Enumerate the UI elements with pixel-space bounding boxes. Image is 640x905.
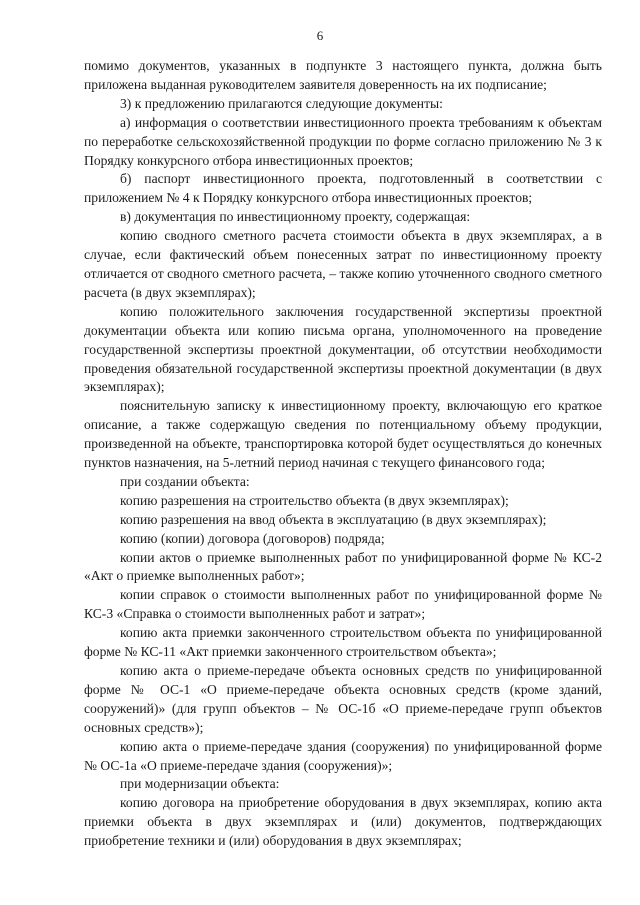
paragraph-os1: копию акта о приеме-передаче объекта основных средств по унифицированной форме № ОС-1 «О приеме-передаче объекта основных средств (кроме зданий, сооружений)» (для групп объектов – № ОС-1б «О приеме-передаче групп объектов основных средств»);	[84, 663, 602, 735]
paragraph-equipment-contract: копию договора на приобретение оборудования в двух экземплярах, копию акта приемки объекта в двух экземплярах и (или) документов, подтверждающих приобретение техники и (или) оборудования в двух экземплярах;	[84, 795, 602, 849]
paragraph-item-3: 3) к предложению прилагаются следующие документы:	[120, 95, 443, 111]
paragraph-item-3v: в) документация по инвестиционному проекту, содержащая:	[120, 209, 471, 225]
page-number: 6	[316, 28, 324, 43]
paragraph-signature-authority: помимо документов, указанных в подпункте 3 настоящего пункта, должна быть приложена выданная руководителем заявителя доверенность на их подписание;	[84, 58, 602, 92]
paragraph-modernization-heading: при модернизации объекта:	[120, 776, 280, 792]
paragraph-estimate-copy: копию сводного сметного расчета стоимости объекта в двух экземплярах, а в случае, если фактический объем понесенных затрат по инвестиционному проекту отличается от сводного сметного расчета, – также копию уточненного сводного сметного расчета (в двух экземплярах);	[84, 228, 602, 300]
paragraph-construction-permit: копию разрешения на строительство объекта (в двух экземплярах);	[120, 492, 509, 508]
paragraph-explanatory-note: пояснительную записку к инвестиционному проекту, включающую его краткое описание, а также содержащую сведения по потенциальному объему продукции, произведенной на объекте, транспортировка которой будет осуществляться до конечных пунктов назначения, на 5-летний период начиная с текущего финансового года;	[84, 398, 602, 471]
paragraph-creation-heading: при создании объекта:	[120, 473, 250, 489]
paragraph-expertise-copy: копию положительного заключения государственной экспертизы проектной документации объекта или копию письма органа, уполномоченного на проведение государственной экспертизы проектной документации, об отсутствии необходимости проведения обязательной государственной экспертизы проектной документации (в двух экземплярах);	[84, 303, 602, 395]
paragraph-ks3: копии справок о стоимости выполненных работ по унифицированной форме № КС-3 «Справка о стоимости выполненных работ и затрат»;	[84, 587, 602, 622]
paragraph-item-3a: а) информация о соответствии инвестиционного проекта требованиям к объектам по переработке сельскохозяйственной продукции по форме согласно приложению № 3 к Порядку конкурсного отбора инвестиционных проектов;	[84, 114, 602, 168]
paragraph-os1a: копию акта о приеме-передаче здания (сооружения) по унифицированной форме № ОС-1а «О приеме-передаче здания (сооружения)»;	[84, 738, 602, 773]
paragraph-item-3b: б) паспорт инвестиционного проекта, подготовленный в соответствии с приложением № 4 к Порядку конкурсного отбора инвестиционных проектов;	[84, 171, 602, 206]
paragraph-ks2: копии актов о приемке выполненных работ по унифицированной форме № КС-2 «Акт о приемке выполненных работ»;	[84, 549, 602, 584]
paragraph-ks11: копию акта приемки законченного строительством объекта по унифицированной форме № КС-11 «Акт приемки законченного строительством объекта»;	[84, 625, 602, 660]
paragraph-contract-copy: копию (копии) договора (договоров) подряда;	[120, 530, 385, 546]
paragraph-commissioning-permit: копию разрешения на ввод объекта в эксплуатацию (в двух экземплярах);	[120, 511, 547, 527]
document-body	[84, 57, 602, 851]
